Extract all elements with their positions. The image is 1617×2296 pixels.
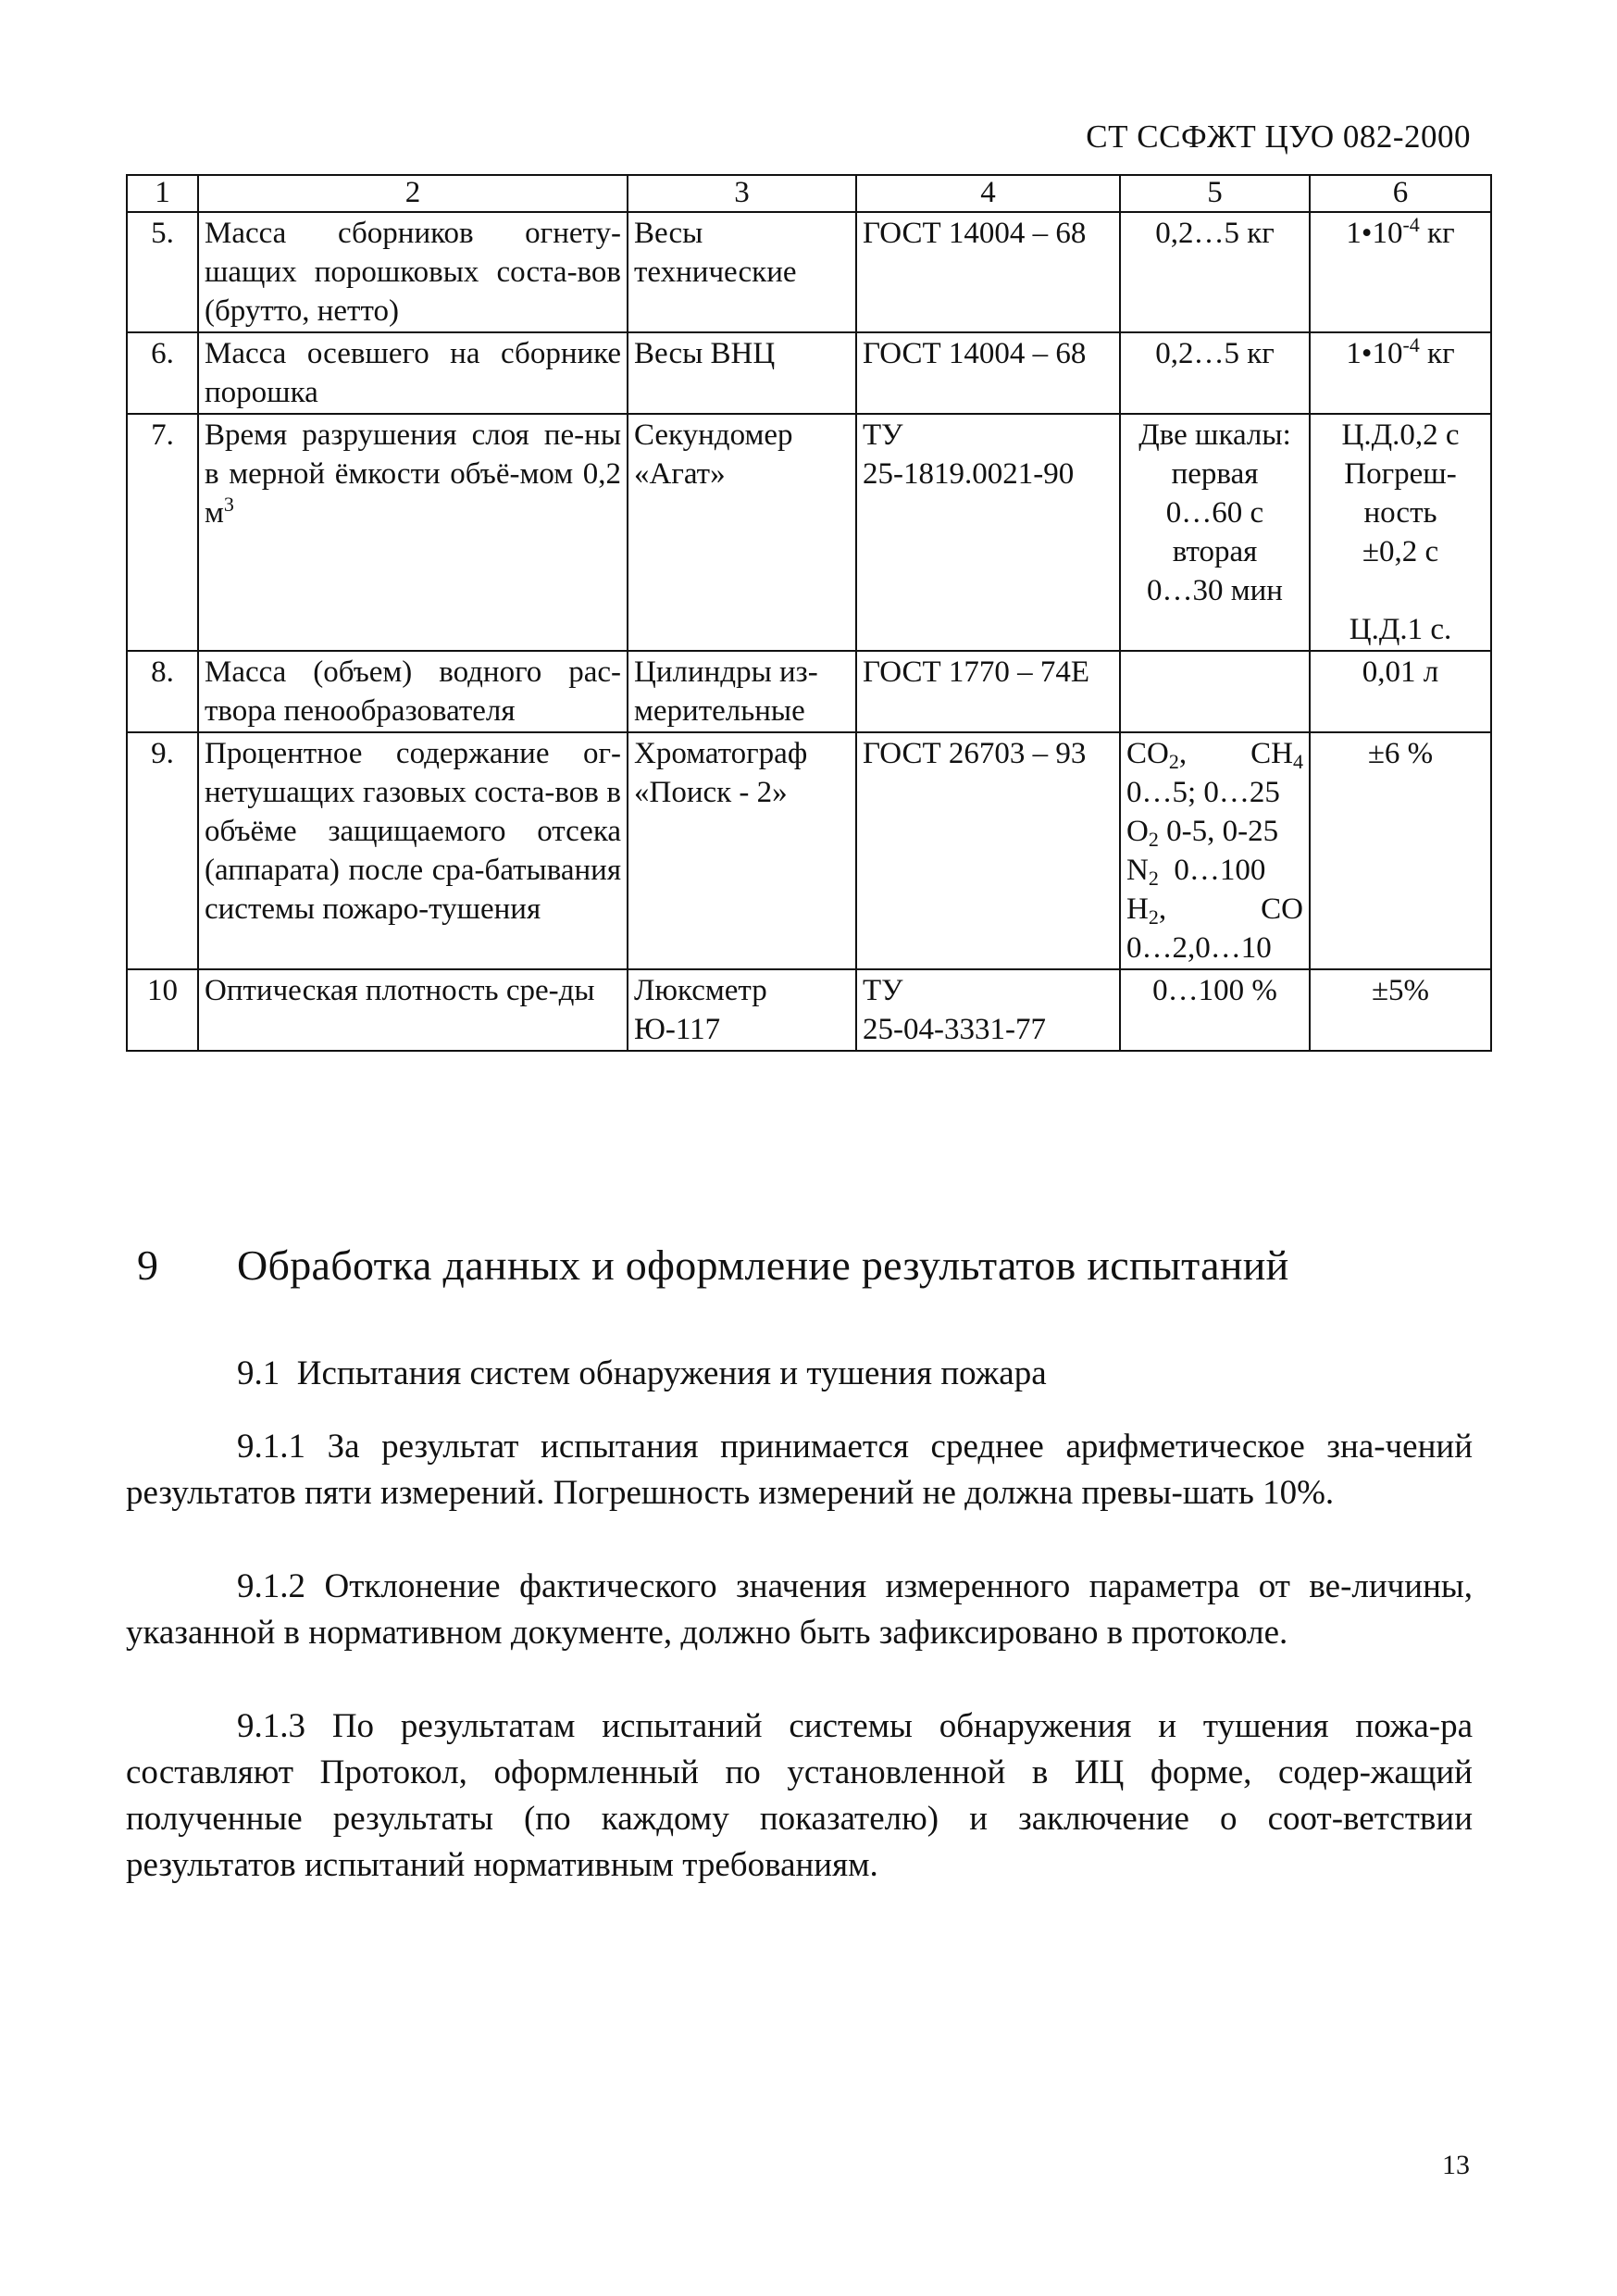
section-number: 9 bbox=[137, 1242, 159, 1289]
standard-cell: ГОСТ 26703 – 93 bbox=[856, 732, 1120, 969]
accuracy-line: Ц.Д.1 с. bbox=[1349, 613, 1452, 646]
instrument-cell: Весы ВНЦ bbox=[628, 332, 856, 414]
standard-line: 25-04-3331-77 bbox=[863, 1013, 1046, 1046]
gas-subscript: 2 bbox=[1148, 867, 1159, 890]
accuracy-spacer bbox=[1316, 571, 1485, 610]
accuracy-base: 1•10 bbox=[1346, 337, 1403, 370]
gas-range: 0…100 bbox=[1174, 854, 1266, 887]
instrument-line: «Поиск - 2» bbox=[634, 776, 788, 809]
column-header: 3 bbox=[628, 175, 856, 212]
gas-line bbox=[1126, 812, 1303, 851]
gas-range: 0-5, 0-25 bbox=[1158, 815, 1279, 848]
range-line: Две шкалы: bbox=[1138, 418, 1291, 452]
instrument-cell bbox=[628, 414, 856, 651]
instrument-cell: Весы технические bbox=[628, 212, 856, 332]
accuracy-cell: 0,01 л bbox=[1310, 651, 1491, 732]
column-header: 5 bbox=[1120, 175, 1310, 212]
gas-line bbox=[1126, 890, 1303, 929]
accuracy-line: ность bbox=[1363, 496, 1437, 530]
accuracy-cell: ±5% bbox=[1310, 969, 1491, 1051]
parameter-cell: Масса (объем) водного рас-твора пенообразователя bbox=[198, 651, 628, 732]
instrument-line: Ю-117 bbox=[634, 1013, 721, 1046]
accuracy-line: Ц.Д.0,2 с bbox=[1341, 418, 1460, 452]
column-header: 4 bbox=[856, 175, 1120, 212]
gas-symbol: CO bbox=[1261, 892, 1303, 926]
instrument-cell bbox=[628, 969, 856, 1051]
row-number: 7. bbox=[127, 414, 198, 651]
range-line: первая bbox=[1171, 457, 1259, 491]
gas-line bbox=[1126, 851, 1303, 890]
table-row bbox=[127, 969, 1491, 1051]
gas-formula: $H_2$, bbox=[1126, 892, 1167, 929]
paragraph: 9.1.3 По результатам испытаний системы обнаружения и тушения пожа-ра составляют Протокол, оформленный по установленной в ИЦ форме, содер-жащий полученные результаты (по каждому показателю) и заключение о соот-ветствии результатов испытаний нормативным требованиям. bbox=[126, 1707, 1473, 1884]
standard-cell bbox=[856, 414, 1120, 651]
standard-line: 25-1819.0021-90 bbox=[863, 457, 1075, 491]
range-cell bbox=[1120, 414, 1310, 651]
gas-formula bbox=[1250, 734, 1303, 773]
table-row bbox=[127, 732, 1491, 969]
standard-cell: ГОСТ 14004 – 68 bbox=[856, 212, 1120, 332]
row-number: 6. bbox=[127, 332, 198, 414]
gas-subscript: 2 bbox=[1148, 905, 1159, 929]
gas-symbol: CH bbox=[1250, 737, 1293, 770]
accuracy-cell bbox=[1310, 414, 1491, 651]
parameter-cell bbox=[198, 414, 628, 651]
range-line: 0…60 с bbox=[1165, 496, 1264, 530]
instrument-line: Секундомер bbox=[634, 418, 793, 452]
accuracy-line: ±0,2 с bbox=[1362, 535, 1439, 568]
instrument-line: Люксметр bbox=[634, 974, 767, 1007]
range-cell: 0…100 % bbox=[1120, 969, 1310, 1051]
standard-cell: ГОСТ 14004 – 68 bbox=[856, 332, 1120, 414]
range-line: 0…30 мин bbox=[1147, 574, 1283, 607]
gas-line bbox=[1126, 734, 1303, 773]
range-cell: 0,2…5 кг bbox=[1120, 332, 1310, 414]
row-number: 8. bbox=[127, 651, 198, 732]
gas-line: 0…2,0…10 bbox=[1126, 931, 1272, 965]
gas-subscript: 4 bbox=[1293, 750, 1303, 773]
accuracy-base: 1•10 bbox=[1346, 217, 1403, 250]
column-header: 1 bbox=[127, 175, 198, 212]
instrument-line: «Агат» bbox=[634, 457, 726, 491]
accuracy-unit: кг bbox=[1419, 337, 1455, 370]
accuracy-cell bbox=[1310, 332, 1491, 414]
measurement-instruments-table bbox=[126, 174, 1492, 1052]
row-number: 5. bbox=[127, 212, 198, 332]
range-cell bbox=[1120, 651, 1310, 732]
gas-symbol: O bbox=[1126, 815, 1149, 848]
column-header: 2 bbox=[198, 175, 628, 212]
gas-subscript: 2 bbox=[1168, 750, 1179, 773]
accuracy-exponent: -4 bbox=[1402, 213, 1420, 236]
gas-symbol: H bbox=[1126, 892, 1149, 926]
section-heading bbox=[137, 1241, 1433, 1290]
standard-cell: ГОСТ 1770 – 74Е bbox=[856, 651, 1120, 732]
subsection-heading: 9.1 Испытания систем обнаружения и тушения пожара bbox=[237, 1354, 1047, 1392]
range-line: вторая bbox=[1172, 535, 1258, 568]
paragraph: 9.1.2 Отклонение фактического значения измеренного параметра от ве-личины, указанной в нормативном документе, должно быть зафиксировано в протоколе. bbox=[126, 1567, 1473, 1652]
range-cell: 0,2…5 кг bbox=[1120, 212, 1310, 332]
row-number: 9. bbox=[127, 732, 198, 969]
accuracy-exponent: -4 bbox=[1402, 333, 1420, 356]
accuracy-unit: кг bbox=[1419, 217, 1455, 250]
gas-line: 0…5; 0…25 bbox=[1126, 776, 1280, 809]
table-row bbox=[127, 651, 1491, 732]
instrument-cell bbox=[628, 732, 856, 969]
accuracy-cell: ±6 % bbox=[1310, 732, 1491, 969]
table-row bbox=[127, 212, 1491, 332]
paragraph: 9.1.1 За результат испытания принимается среднее арифметическое зна-чений результатов пяти измерений. Погрешность измерений не должна превы-шать 10%. bbox=[126, 1428, 1473, 1512]
parameter-cell: Оптическая плотность сре-ды bbox=[198, 969, 628, 1051]
instrument-cell: Цилиндры из-мерительные bbox=[628, 651, 856, 732]
parameter-cell: Масса осевшего на сборнике порошка bbox=[198, 332, 628, 414]
parameter-superscript: 3 bbox=[223, 493, 234, 516]
parameter-text: Время разрушения слоя пе-ны в мерной ёмкости объё-мом 0,2 м bbox=[205, 418, 621, 530]
column-header: 6 bbox=[1310, 175, 1491, 212]
document-code: СТ ССФЖТ ЦУО 082-2000 bbox=[1086, 119, 1471, 155]
accuracy-cell bbox=[1310, 212, 1491, 332]
gas-subscript: 2 bbox=[1148, 828, 1159, 851]
standard-cell bbox=[856, 969, 1120, 1051]
gas-symbol: N bbox=[1126, 854, 1149, 887]
page-number: 13 bbox=[1442, 2150, 1470, 2180]
gas-symbol: CO bbox=[1126, 737, 1169, 770]
table-header-row bbox=[127, 175, 1491, 212]
standard-line: ТУ bbox=[863, 974, 903, 1007]
standard-line: ТУ bbox=[863, 418, 903, 452]
row-number: 10 bbox=[127, 969, 198, 1051]
instrument-line: Хроматограф bbox=[634, 737, 808, 770]
accuracy-line: Погреш- bbox=[1344, 457, 1457, 491]
gas-formula: $CO_2$, bbox=[1126, 737, 1188, 773]
parameter-cell: Масса сборников огнету-шащих порошковых соста-вов (брутто, нетто) bbox=[198, 212, 628, 332]
range-cell bbox=[1120, 732, 1310, 969]
section-title: Обработка данных и оформление результатов испытаний bbox=[237, 1242, 1289, 1289]
parameter-cell: Процентное содержание ог-нетушащих газовых соста-вов в объёме защищаемого отсека (аппарата) после сра-батывания системы пожаро-тушения bbox=[198, 732, 628, 969]
table-row bbox=[127, 414, 1491, 651]
table-row bbox=[127, 332, 1491, 414]
